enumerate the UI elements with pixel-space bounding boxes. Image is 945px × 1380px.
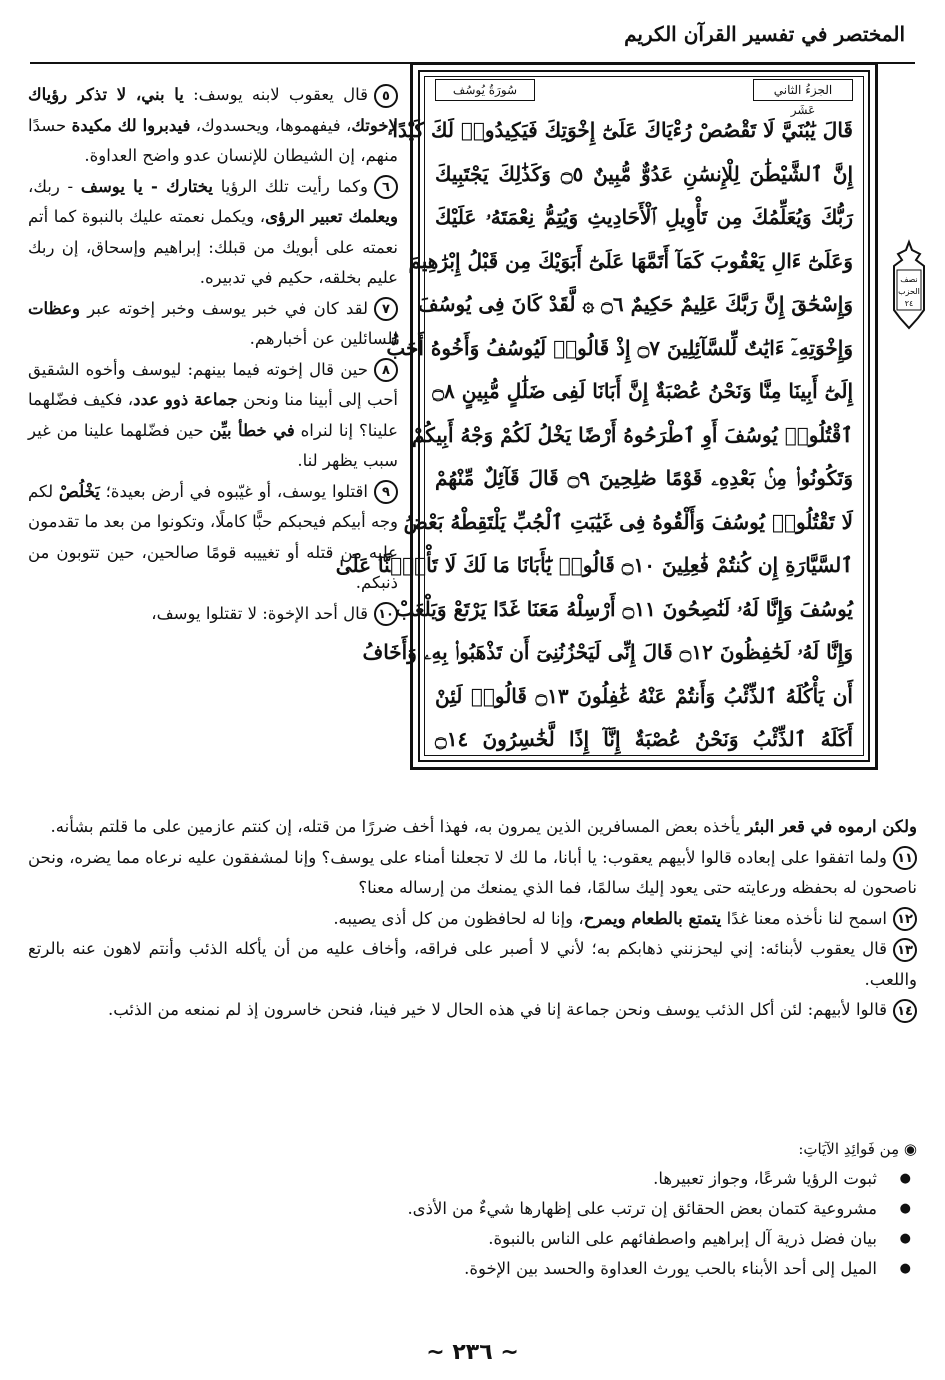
tafsir-paragraph (28, 812, 917, 843)
tafsir-text: اسمح لنا نأخذه معنا غدًا (721, 908, 887, 928)
quran-frame (335, 62, 878, 770)
tafsir-text: قالوا لأبيهم: لئن أكل الذئب يوسف ونحن جماعة إنا في هذه الحال لا خير فينا، فنحن خاسرون إذ لم نمنعه من الذئب. (107, 1000, 887, 1019)
tafsir-highlight: يا بني، لا تذكر رؤياك لإخوتك (28, 85, 399, 135)
tafsir-highlight: يختارك - يا يوسف (80, 176, 213, 196)
quran-line: ٱلسَّيَّارَةِ إِن كُنتُمْ فَٰعِلِينَ ۝١٠ قَالُوا۟ يَٰٓأَبَانَا مَا لَكَ لَا تَأْمَ۫نَّا عَلَىٰ (335, 553, 853, 577)
verse-number-badge: ١٢ (893, 907, 917, 931)
page-number-text: ٢٣٦ (452, 1340, 493, 1365)
tafsir-wide-section (28, 812, 917, 1026)
quran-line: لَا تَقْتُلُوا۟ يُوسُفَ وَأَلْقُوهُ فِى غَيَٰبَتِ ٱلْجُبِّ يَلْتَقِطْهُ بَعْضُ (403, 509, 853, 534)
tafsir-highlight: يتمتع بالطعام ويمرح (583, 908, 722, 928)
quran-line: أَكَلَهُ ٱلذِّئْبُ وَنَحْنُ عُصْبَةٌ إِنَّآ إِذًا لَّخَٰسِرُونَ ۝١٤ (435, 727, 853, 751)
tafsir-paragraph (28, 904, 917, 935)
hizb-marker-icon (888, 240, 930, 330)
book-title: المختصر في تفسير القرآن الكريم (624, 22, 905, 46)
tafsir-text: حين فضّلهما علينا من غير سبب يظهر لنا. (28, 420, 398, 470)
verse-benefits (28, 1134, 917, 1284)
tafsir-paragraph (28, 599, 398, 630)
tafsir-text: ولما اتفقوا على إبعاده قالوا لأبيهم يعقوب: يا أبانا، ما لك لا تجعلنا أمناء على يوسف؟ وإنا لمشفقون عليه نرعاه مما يضره، ونحن ناصحون له بحفظه ورعايته حتى يعود إليك سالمًا، فما الذي يمنعك من إرساله معنا؟ (28, 847, 917, 897)
verse-number-badge: ٨ (374, 358, 398, 382)
tafsir-highlight: في خطأ بيِّن (209, 420, 295, 440)
list-item: ● ثبوت الرؤيا شرعًا، وجواز تعبيرها. (28, 1164, 917, 1194)
verse-number-badge: ٥ (374, 84, 398, 108)
quran-line: وَعَلَىٰٓ ءَالِ يَعْقُوبَ كَمَآ أَتَمَّهَا عَلَىٰٓ أَبَوَيْكَ مِن قَبْلُ إِبْرَٰهِيمَ (408, 248, 853, 273)
quran-line: إِلَىٰٓ أَبِينَا مِنَّا وَنَحْنُ عُصْبَةٌ إِنَّ أَبَانَا لَفِى ضَلَٰلٍ مُّبِينٍ ۝٨ (432, 379, 853, 403)
tafsir-text: ، وإنا له لحافظون من كل أذى يصيبه. (333, 908, 584, 928)
tafsir-paragraph (28, 294, 398, 355)
quran-line: وَإِسْحَٰقَ إِنَّ رَبَّكَ عَلِيمٌ حَكِيمٌ ۝٦ ۞ لَّقَدْ كَانَ فِى يُوسُفَ (418, 292, 853, 316)
tafsir-paragraph (28, 80, 398, 172)
verse-number-badge: ١٤ (893, 999, 917, 1023)
tafsir-highlight: ولكن ارموه في قعر البئر (745, 817, 917, 836)
tafsir-text: لقد كان في خبر يوسف وخبر إخوته عبر (79, 298, 368, 318)
tafsir-text: وكما رأيت تلك الرؤيا (212, 176, 368, 196)
verse-number-badge: ١٣ (893, 938, 917, 962)
tafsir-text: قال يعقوب لأبنائه: إني ليحزنني ذهابكم به؛ لأني لا أصبر على فراقه، وأخاف عليه من أن يأكله الذئب وأنتم لاهون عنه بالرتع واللعب. (28, 939, 917, 989)
quran-line: أَن يَأْكُلَهُ ٱلذِّئْبُ وَأَنتُمْ عَنْهُ غَٰفِلُونَ ۝١٣ قَالُوا۟ لَئِنْ (435, 683, 853, 708)
hizb-number: ٢٤ (904, 299, 914, 308)
quran-line: وَإِخْوَتِهِۦٓ ءَايَٰتٌ لِّلسَّآئِلِينَ ۝٧ إِذْ قَالُوا۟ لَيُوسُفُ وَأَخُوهُ أَحَبُّ (386, 335, 853, 360)
tafsir-text: اقتلوا يوسف، أو غيّبوه في أرض بعيدة؛ (99, 481, 368, 501)
tafsir-text: ، فكيف فضّلهما علينا؟ إنا لنراه (28, 390, 398, 440)
tafsir-paragraph (28, 477, 398, 599)
quran-line: يُوسُفَ وَإِنَّا لَهُۥ لَنَٰصِحُونَ ۝١١ أَرْسِلْهُ مَعَنَا غَدًا يَرْتَعْ وَيَلْعَبْ (395, 596, 853, 621)
quran-line: ٱقْتُلُوا۟ يُوسُفَ أَوِ ٱطْرَحُوهُ أَرْضًا يَخْلُ لَكُمْ وَجْهُ أَبِيكُمْ (411, 422, 853, 447)
quran-line: وَإِنَّا لَهُۥ لَحَٰفِظُونَ ۝١٢ قَالَ إِنِّى لَيَحْزُنُنِىٓ أَن تَذْهَبُوا۟ بِهِۦ وَأَخَافُ (362, 640, 853, 664)
juz-label: الجزءُ الثاني عَشَر (753, 79, 853, 101)
tafsir-paragraph (28, 172, 398, 294)
ornament-icon: ~ (426, 1340, 445, 1365)
page-header (0, 12, 945, 64)
tafsir-highlight: فيدبروا لك مكيدة (71, 115, 191, 135)
quran-line: وَتَكُونُوا۟ مِنۢ بَعْدِهِۦ قَوْمًا صَٰلِحِينَ ۝٩ قَالَ قَآئِلٌ مِّنْهُمْ (435, 466, 854, 490)
verse-number-badge: ٩ (374, 480, 398, 504)
tafsir-paragraph (28, 355, 398, 477)
tafsir-highlight: ويعلمك تعبير الرؤى (265, 207, 398, 226)
quran-line: قَالَ يَٰبُنَيَّ لَا تَقْصُصْ رُءْيَاكَ عَلَىٰٓ إِخْوَتِكَ فَيَكِيدُوا۟ لَكَ كَيْدًا (392, 118, 853, 142)
quran-line: إِنَّ ٱلشَّيْطَٰنَ لِلْإِنسَٰنِ عَدُوٌّ مُّبِينٌ ۝٥ وَكَذَٰلِكَ يَجْتَبِيكَ (435, 161, 853, 186)
tafsir-column (28, 80, 398, 629)
surah-label: سُورَةُ يُوسُف (435, 79, 535, 101)
ornament-icon: ~ (500, 1340, 519, 1365)
hizb-label: الحزب (898, 287, 920, 296)
tafsir-highlight: وعظات (28, 298, 80, 318)
benefits-title (28, 1134, 917, 1164)
list-item: ● بيان فضل ذرية آل إبراهيم واصطفائهم على الناس بالنبوة. (28, 1224, 917, 1254)
tafsir-paragraph (28, 995, 917, 1026)
verse-number-badge: ٧ (374, 297, 398, 321)
tafsir-text: - ربك، (28, 176, 81, 196)
hizb-word: نصف (900, 275, 918, 284)
tafsir-text: ، فيفهموها، ويحسدوك، (190, 115, 352, 135)
tafsir-text: حين قال إخوته فيما بينهم: ليوسف وأخوه الشقيق أحب إلى أبينا منا ونحن (28, 359, 398, 409)
tafsir-text: قال أحد الإخوة: لا تقتلوا يوسف، (151, 603, 368, 623)
tafsir-text: قال يعقوب لابنه يوسف: (183, 85, 368, 104)
tafsir-highlight: جماعة ذوو عدد (133, 390, 238, 409)
page-number (0, 1340, 945, 1365)
list-item: ● مشروعية كتمان بعض الحقائق إن ترتب على إظهارها شيءٌ من الأذى. (28, 1194, 917, 1224)
quran-frame-header (435, 79, 853, 117)
verse-number-badge: ٦ (374, 175, 398, 199)
tafsir-text: حسدًا منهم، إن الشيطان للإنسان عدو واضح العداوة. (28, 115, 398, 165)
list-item: ● الميل إلى أحد الأبناء بالحب يورث العداوة والحسد بين الإخوة. (28, 1254, 917, 1284)
verse-number-badge: ١٠ (374, 602, 398, 626)
tafsir-text: يأخذه بعض المسافرين الذين يمرون به، فهذا أخف ضررًا من قتله، إن كنتم عازمين على ما قلتم بشأنه. (50, 817, 746, 836)
benefits-title-text: مِن فَوائِدِ الآيَاتِ: (798, 1140, 900, 1158)
tafsir-paragraph (28, 843, 917, 904)
tafsir-text: لكم وجه أبيكم فيحبكم حبًّا كاملًا، وتكونوا من بعد ما تقدمون عليه من قتله أو تغييبه قومًا صالحين، حين تتوبون من ذنبكم. (28, 481, 398, 592)
tafsir-text: ، ويكمل نعمته عليك بالنبوة كما أتم نعمته على أبويك من قبلك: إبراهيم وإسحاق، إن ربك عليم بخلقه، حكيم في تدبيره. (28, 207, 398, 287)
quran-line: رَبُّكَ وَيُعَلِّمُكَ مِن تَأْوِيلِ ٱلْأَحَادِيثِ وَيُتِمُّ نِعْمَتَهُۥ عَلَيْكَ (435, 205, 853, 229)
quran-text (335, 109, 854, 762)
verse-number-badge: ١١ (893, 846, 917, 870)
tafsir-highlight: يَخْلُصْ (58, 481, 100, 501)
tafsir-text: للسائلين عن أخبارهم. (249, 329, 398, 348)
bullet-ornament-icon: ◉ (899, 1140, 917, 1158)
benefits-list (28, 1164, 917, 1284)
tafsir-paragraph (28, 934, 917, 995)
